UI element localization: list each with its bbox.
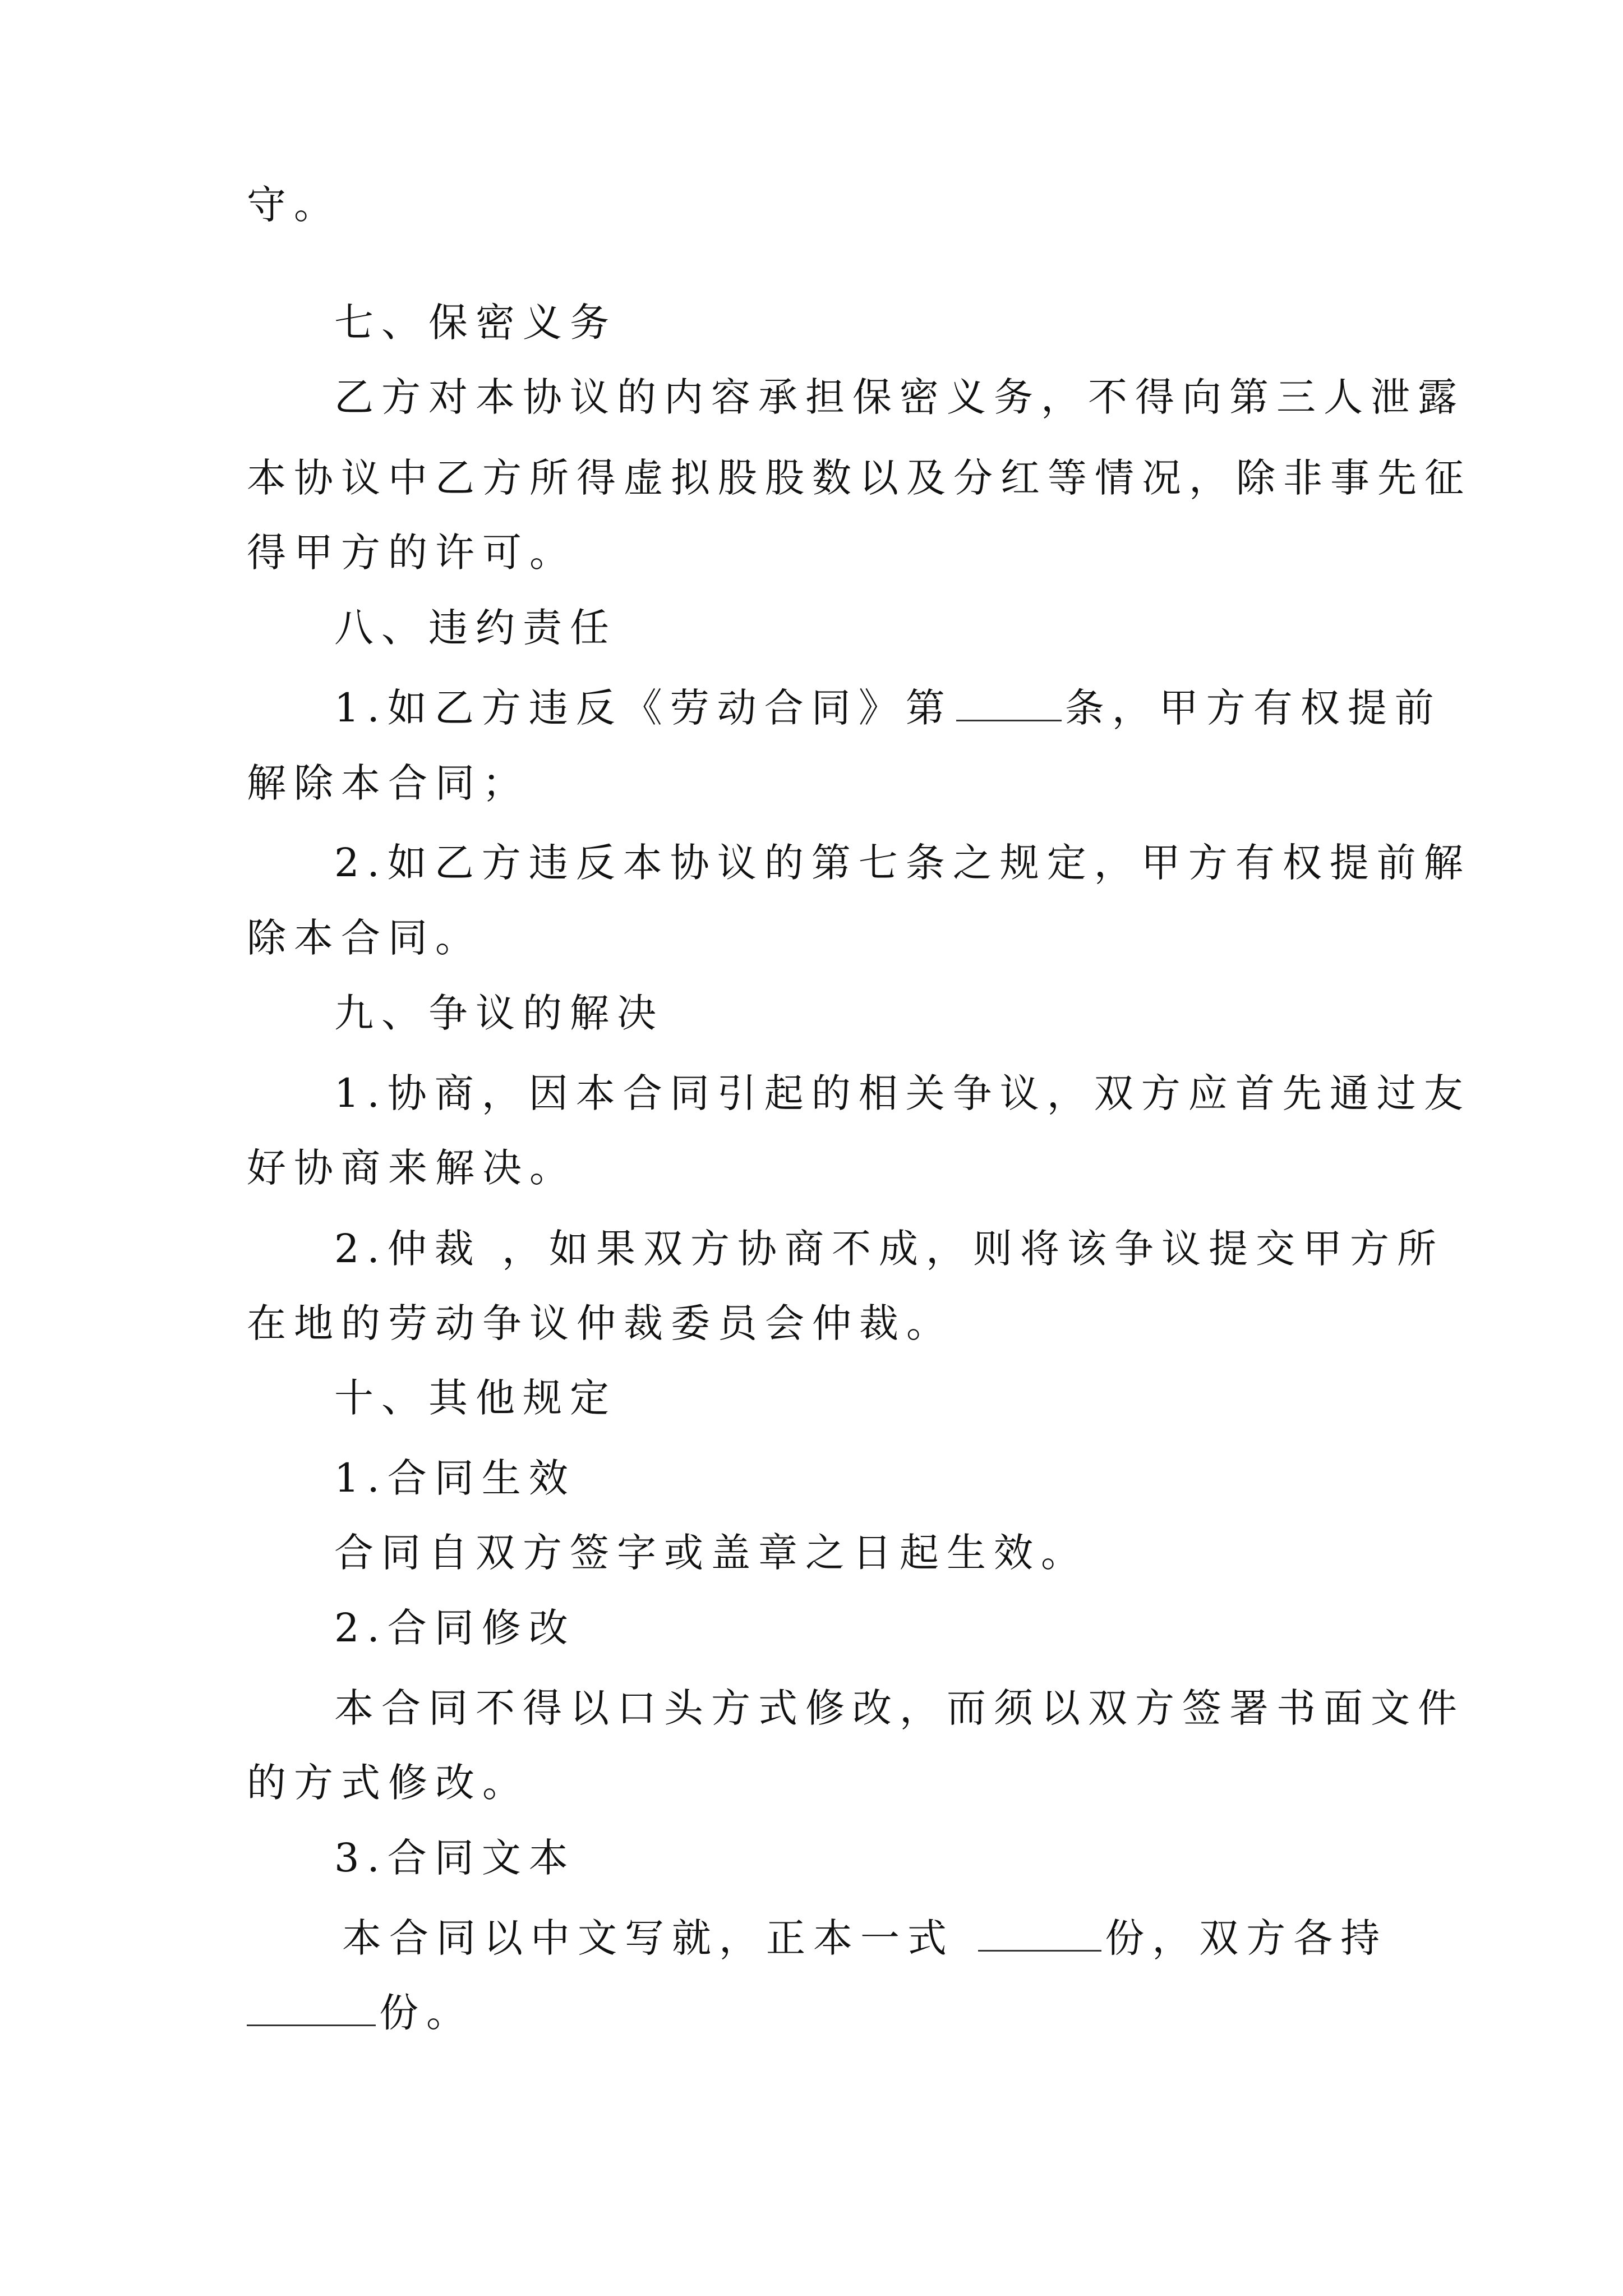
text-run: 条，甲方有权提前 xyxy=(1064,685,1442,731)
paragraph-line: 合同自双方签字或盖章之日起生效。 xyxy=(334,1530,1088,1576)
paragraph-line: 解除本合同； xyxy=(247,760,529,806)
subheading-line: 1.合同生效 xyxy=(334,1455,576,1501)
paragraph-line: 乙方对本协议的内容承担保密义务，不得向第三人泄露 xyxy=(334,374,1465,420)
paragraph-line: 得甲方的许可。 xyxy=(247,530,577,576)
fill-in-blank xyxy=(247,1985,376,2026)
paragraph-line: 好协商来解决。 xyxy=(247,1145,577,1191)
paragraph-line xyxy=(342,1904,1399,1972)
paragraph-line: 本协议中乙方所得虚拟股股数以及分红等情况，除非事先征 xyxy=(247,455,1472,501)
paragraph-line: 除本合同。 xyxy=(247,915,482,961)
fill-in-blank xyxy=(956,680,1062,721)
text-run: 本合同以中文写就，正本一式 xyxy=(342,1915,975,1961)
section-heading-other: 十、其他规定 xyxy=(334,1375,617,1421)
paragraph-line: 2.仲裁 ，如果双方协商不成，则将该争议提交甲方所 xyxy=(334,1226,1445,1272)
paragraph-line: 守。 xyxy=(247,182,341,228)
text-run: 份。 xyxy=(379,1990,473,2036)
paragraph-line: 本合同不得以口头方式修改，而须以双方签署书面文件 xyxy=(334,1685,1465,1731)
paragraph-line: 的方式修改。 xyxy=(247,1760,529,1806)
paragraph-line xyxy=(334,674,1442,742)
paragraph-line: 在地的劳动争议仲裁委员会仲裁。 xyxy=(247,1300,953,1346)
fill-in-blank xyxy=(978,1911,1101,1952)
subheading-line: 3.合同文本 xyxy=(334,1835,576,1881)
paragraph-line: 2.如乙方违反本协议的第七条之规定，甲方有权提前解 xyxy=(334,840,1471,886)
paragraph-line: 1.协商，因本合同引起的相关争议，双方应首先通过友 xyxy=(334,1070,1471,1116)
section-heading-dispute: 九、争议的解决 xyxy=(334,990,664,1036)
text-run: 份，双方各持 xyxy=(1105,1915,1388,1961)
section-heading-confidentiality: 七、保密义务 xyxy=(334,300,617,346)
paragraph-line xyxy=(247,1979,1391,2046)
text-run: 1.如乙方违反《劳动合同》第 xyxy=(334,685,953,731)
section-heading-breach: 八、违约责任 xyxy=(334,605,617,651)
subheading-line: 2.合同修改 xyxy=(334,1605,576,1651)
